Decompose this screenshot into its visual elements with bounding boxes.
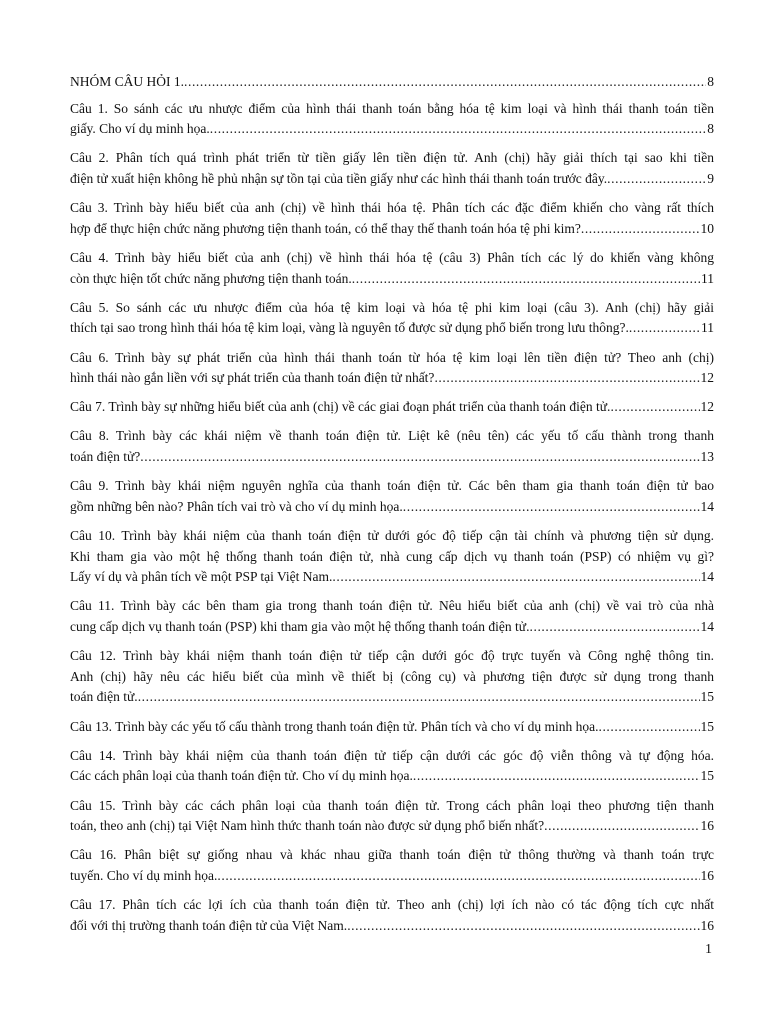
toc-entry[interactable] (70, 596, 714, 637)
toc-entry-text: tuyến. Cho ví dụ minh họa. (70, 867, 218, 883)
toc-entry-line: Câu 3. Trình bày hiểu biết của anh (chị) về hình thái hóa tệ. Phân tích các đặc điểm khiến cho vàng rất thích (70, 200, 714, 216)
toc-page-number: 14 (700, 619, 714, 634)
dot-leader (332, 567, 699, 588)
toc-entry-line: Câu 5. So sánh các ưu nhược điểm của hóa tệ kim loại và hóa tệ phi kim loại (câu 3). Anh (chị) hãy giải (70, 299, 714, 315)
toc-page-number: 9 (707, 170, 714, 186)
toc-entry[interactable] (70, 348, 714, 389)
toc-entry-line: Câu 6. Trình bày sự phát triển của hình thái thanh toán từ hóa tệ kim loại lên tiền điện tử? Theo anh (chị) (70, 349, 714, 365)
toc-page-number: 11 (701, 320, 714, 336)
toc-entry-line: Câu 10. Trình bày khái niệm của thanh toán điện tử dưới góc độ tiếp cận tài chính và phương tiện sử dụng. (70, 528, 714, 544)
toc-entry[interactable] (70, 717, 714, 738)
toc-entry[interactable] (70, 796, 714, 837)
toc-entry-line (70, 72, 714, 93)
toc-page-number: 14 (700, 569, 714, 585)
toc-entry-line: Câu 1. So sánh các ưu nhược điểm của hình thái thanh toán bằng hóa tệ kim loại và hình thái thanh toán tiền (70, 100, 714, 116)
toc-entry-line (70, 119, 714, 140)
dot-leader (210, 119, 707, 140)
toc-entry-text: cung cấp dịch vụ thanh toán (PSP) khi tham gia vào một hệ thống thanh toán điện tử. (70, 619, 530, 634)
toc-entry-line (70, 219, 714, 240)
toc-entry[interactable] (70, 248, 714, 289)
toc-entry-line: Câu 9. Trình bày khái niệm nguyên nghĩa của thanh toán điện tử. Các bên tham gia thanh toán điện tử bao (70, 478, 714, 494)
toc-entry-line (70, 318, 714, 339)
toc-entry[interactable] (70, 72, 714, 93)
toc-entry-line (70, 397, 714, 418)
toc-entry-text: hợp để thực hiện chức năng phương tiện thanh toán, có thể thay thế thanh toán hóa tệ phi kim? (70, 220, 581, 236)
dot-leader (598, 717, 699, 738)
toc-entry-line: Câu 12. Trình bày khái niệm thanh toán điện tử tiếp cận dưới góc độ trực tuyến và Công nghệ thông tin. (70, 648, 714, 664)
toc-page-number: 12 (700, 399, 714, 415)
toc-entry-text: gồm những bên nào? Phân tích vai trò và cho ví dụ minh họa. (70, 498, 403, 514)
toc-entry-text: toán, theo anh (chị) tại Việt Nam hình thức thanh toán nào được sử dụng phổ biến nhất? (70, 818, 545, 834)
toc-entry-text: Lấy ví dụ và phân tích về một PSP tại Việt Nam. (70, 569, 333, 585)
toc-entry-line: Câu 14. Trình bày khái niệm của thanh toán điện tử tiếp cận dưới các góc độ viễn thông và tự động hóa. (70, 747, 714, 763)
dot-leader (581, 219, 700, 240)
toc-page-number: 13 (700, 449, 714, 465)
toc-page-number: 14 (700, 498, 714, 514)
toc-page-number: 8 (707, 121, 714, 137)
table-of-contents (70, 72, 714, 945)
toc-entry-line: Khi tham gia vào một hệ thống thanh toán điện tử, nhà cung cấp dịch vụ thanh toán (PSP) có nhiệm vụ gì? (70, 548, 714, 564)
page-number: 1 (705, 942, 712, 957)
toc-page-number: 12 (700, 370, 714, 386)
toc-entry-line: Câu 4. Trình bày hiểu biết của anh (chị) về hình thái hóa tệ (câu 3) Phân tích các lý do khiến vàng không (70, 249, 714, 265)
toc-entry-text: điện tử xuất hiện không hề phủ nhận sự tồn tại của tiền giấy như các hình thái thanh toán trước đây. (70, 170, 608, 186)
toc-entry[interactable] (70, 397, 714, 418)
toc-page-number: 10 (700, 220, 714, 236)
toc-entry-line (70, 368, 714, 389)
toc-entry-text: NHÓM CÂU HỎI 1. (70, 74, 184, 89)
toc-entry-line (70, 717, 714, 738)
toc-entry-line (70, 617, 714, 638)
toc-entry-line (70, 866, 714, 887)
toc-entry-text: giấy. Cho ví dụ minh họa. (70, 121, 210, 137)
toc-entry[interactable] (70, 746, 714, 787)
dot-leader (352, 269, 700, 290)
dot-leader (434, 368, 699, 389)
toc-entry-line (70, 816, 714, 837)
toc-entry-line (70, 497, 714, 518)
toc-entry-text: thích tại sao trong hình thái hóa tệ kim loại, vàng là nguyên tố được sử dụng phổ biến trong lưu thông?. (70, 320, 629, 336)
dot-leader (347, 916, 699, 937)
toc-entry[interactable] (70, 476, 714, 517)
toc-entry-line: Câu 2. Phân tích quá trình phát triển từ tiền giấy lên tiền điện tử. Anh (chị) hãy giải thích tại sao khi tiền (70, 150, 714, 166)
toc-entry[interactable] (70, 198, 714, 239)
toc-page-number: 15 (700, 718, 714, 734)
toc-entry[interactable] (70, 646, 714, 708)
toc-entry[interactable] (70, 298, 714, 339)
toc-entry-line (70, 269, 714, 290)
dot-leader (544, 816, 699, 837)
dot-leader (610, 397, 699, 418)
dot-leader (217, 866, 699, 887)
toc-entry-line: Câu 16. Phân biệt sự giống nhau và khác nhau giữa thanh toán điện tử thông thường và thanh toán trực (70, 847, 714, 863)
toc-entry[interactable] (70, 845, 714, 886)
toc-entry-text: Câu 7. Trình bày sự những hiểu biết của anh (chị) về các giai đoạn phát triển của thanh toán điện tử. (70, 399, 611, 415)
toc-entry-line (70, 687, 714, 708)
dot-leader (138, 687, 700, 708)
dot-leader (413, 766, 700, 787)
toc-page-number: 15 (700, 689, 714, 705)
toc-entry-text: toán điện tử? (70, 449, 141, 465)
toc-entry-line (70, 766, 714, 787)
toc-page-number: 15 (700, 768, 714, 784)
toc-entry-text: còn thực hiện tốt chức năng phương tiện thanh toán. (70, 270, 352, 286)
dot-leader (607, 169, 706, 190)
dot-leader (140, 447, 699, 468)
toc-entry-line: Câu 11. Trình bày các bên tham gia trong thanh toán điện tử. Nêu hiểu biết của anh (chị) về vai trò của nhà (70, 598, 714, 614)
toc-entry-line: Anh (chị) hãy nêu các hiểu biết của mình về thiết bị (công cụ) và phương tiện được sử dụng trong thanh (70, 668, 714, 684)
toc-entry[interactable] (70, 895, 714, 936)
toc-entry-line: Câu 15. Trình bày các cách phân loại của thanh toán điện tử. Trong cách phân loại theo phương tiện thanh (70, 797, 714, 813)
toc-entry-line (70, 916, 714, 937)
dot-leader (530, 617, 700, 638)
toc-entry-line (70, 169, 714, 190)
toc-entry[interactable] (70, 99, 714, 140)
toc-entry-text: toán điện tử. (70, 689, 138, 705)
toc-entry-line (70, 567, 714, 588)
toc-entry[interactable] (70, 148, 714, 189)
toc-entry[interactable] (70, 526, 714, 588)
toc-entry-line (70, 447, 714, 468)
toc-entry-line: Câu 17. Phân tích các lợi ích của thanh toán điện tử. Theo anh (chị) lợi ích nào có tác động tích cực nhất (70, 897, 714, 913)
toc-entry-text: đối với thị trường thanh toán điện tử của Việt Nam. (70, 917, 348, 933)
dot-leader (184, 72, 706, 93)
toc-page-number: 16 (700, 818, 714, 834)
toc-entry-text: Các cách phân loại của thanh toán điện tử. Cho ví dụ minh họa. (70, 768, 413, 784)
toc-entry[interactable] (70, 426, 714, 467)
toc-entry-text: hình thái nào gắn liền với sự phát triển của thanh toán điện tử nhất? (70, 370, 435, 386)
toc-entry-line: Câu 8. Trình bày các khái niệm về thanh toán điện tử. Liệt kê (nêu tên) các yếu tố cấu thành trong thanh (70, 428, 714, 444)
toc-page-number: 11 (701, 270, 714, 286)
dot-leader (403, 497, 700, 518)
toc-page-number: 16 (700, 917, 714, 933)
toc-entry-text: Câu 13. Trình bày các yếu tố cấu thành trong thanh toán điện tử. Phân tích và cho ví dụ minh họa. (70, 718, 599, 734)
toc-page-number: 16 (700, 867, 714, 883)
toc-page-number: 8 (707, 74, 714, 89)
dot-leader (629, 318, 700, 339)
